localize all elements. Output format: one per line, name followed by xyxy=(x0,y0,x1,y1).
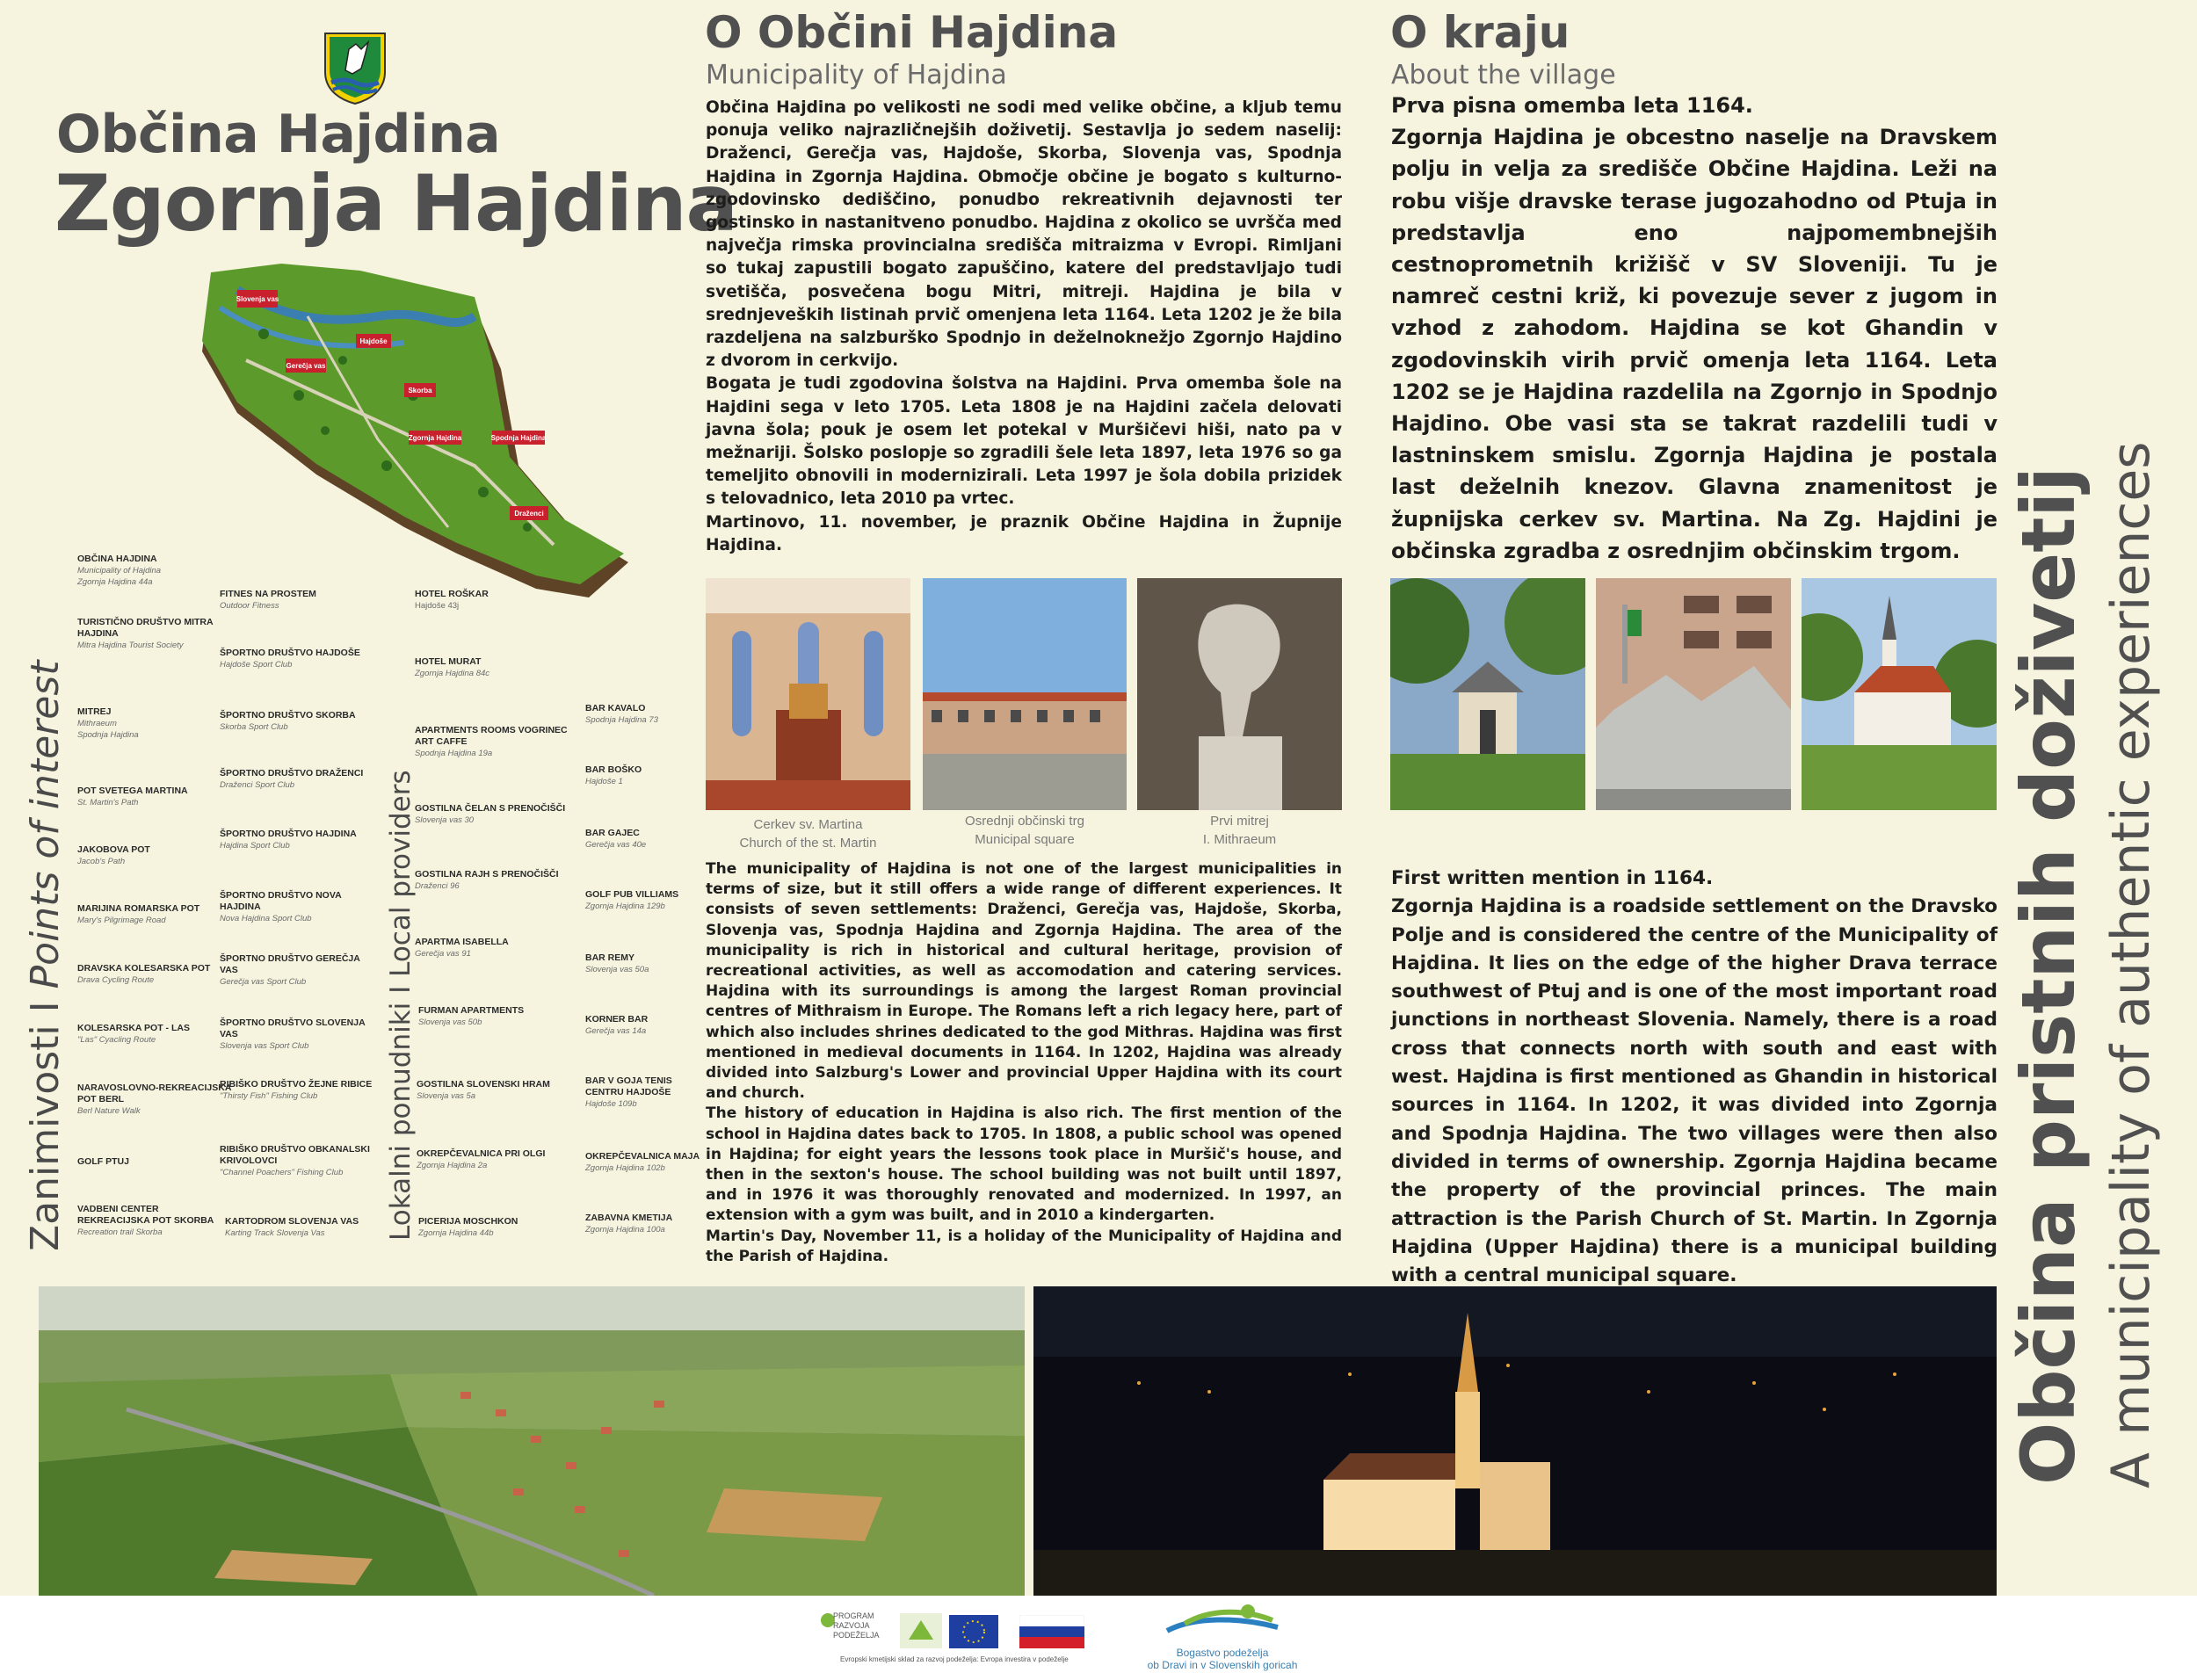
eu-fund-text: Evropski kmetijski sklad za razvoj podeželja: Evropa investira v podeželje xyxy=(840,1655,1069,1663)
poi-item: OBČINA HAJDINA Municipality of Hajdina Zgornja Hajdina 44a xyxy=(77,554,162,587)
poi-item: NARAVOSLOVNO-REKREACIJSKA POT BERL Berl Nature Walk xyxy=(77,1083,232,1116)
poi-item: BAR REMY Slovenja vas 50a xyxy=(585,952,649,974)
map-label: Zgornja Hajdina xyxy=(408,434,462,442)
poi-item: OKREPČEVALNICA PRI OLGI Zgornja Hajdina 2a xyxy=(417,1148,546,1170)
poi-item: BAR BOŠKO Hajdoše 1 xyxy=(585,764,642,786)
poi-item: BAR KAVALO Spodnja Hajdina 73 xyxy=(585,703,658,725)
footer-bar xyxy=(0,1596,2197,1680)
poi-item: KOLESARSKA POT - LAS "Las" Cyacling Route xyxy=(77,1023,190,1045)
slogan-main: Občina pristnih doživetij xyxy=(2005,467,2092,1485)
poi-item: FURMAN APARTMENTS Slovenja vas 50b xyxy=(418,1005,525,1027)
poi-item: BAR V GOJA TENIS CENTRU HAJDOŠE Hajdoše 109b xyxy=(585,1075,672,1109)
chapel-photo xyxy=(1390,578,1585,810)
poi-item: ŠPORTNO DRUŠTVO SKORBA Skorba Sport Club xyxy=(220,710,356,732)
slogan-sub: A municipality of authentic experiences xyxy=(2100,441,2162,1488)
poi-item: HOTEL MURAT Zgornja Hajdina 84c xyxy=(415,656,490,678)
poi-item: RIBIŠKO DRUŠTVO ŽEJNE RIBICE "Thirsty Fish" Fishing Club xyxy=(220,1079,373,1101)
section1-subtitle: Municipality of Hajdina xyxy=(706,60,1007,91)
caption-mithraeum: Prvi mitrej I. Mithraeum xyxy=(1202,814,1277,847)
map-label: Gerečja vas xyxy=(286,362,326,370)
poi-item: ZABAVNA KMETIJA Zgornja Hajdina 100a xyxy=(585,1213,673,1235)
section1-text-en: The municipality of Hajdina is not one of the largest municipalities in terms of size, but it still offers a wide range of different experiences. It consists of seven settlements: Draženci, Gerečja vas, Hajdoše, Skorba, Slovenja vas, Spodnja Hajdina and Zgornja Hajdina. The area of the municipality is rich in historical and cultural heritage, provision of recreational activities, as well as accomodation and catering services. Hajdina with its surroundings is among the largest Roman provincial centres of Mithraism in Europe. The Romans left a rich legacy here, part of which also includes shrines dedicated to the god Mithras. Hajdina was first mentioned in medieval documents in 1164. In 1202, Hajdina was already divided into Salzburg's Lower and provincial Upper Hajdina with its court and church. The history of education in Hajdina is also rich. The first mention of the school in Hajdina dates back to 1705. In 1808, a public school was opened in Hajdina; for eight years the lessons took place in Muršič's house, and then in the sexton's house. The school building was not built until 1897, and in 1976 it was thoroughly renovated and modernized. In 1997, an extension with a gym was built, and in 2010 a kindergarten. Martin's Day, November 11, is a holiday of the Municipality of Hajdina and the Parish of Hajdina. xyxy=(706,860,1342,1265)
local-providers-label: Lokalni ponudniki I Local providers xyxy=(385,770,417,1241)
church-interior-photo xyxy=(706,578,910,810)
poi-item: ŠPORTNO DRUŠTVO HAJDINA Hajdina Sport Club xyxy=(220,829,357,851)
caption-square: Osrednji občinski trg Municipal square xyxy=(965,814,1084,847)
poi-item: APARTMENTS ROOMS VOGRINEC ART CAFFE Spodnja Hajdina 19a xyxy=(415,725,568,758)
parish-church-photo xyxy=(1802,578,1997,810)
poi-item: PICERIJA MOSCHKON Zgornja Hajdina 44b xyxy=(418,1216,518,1238)
poi-item: POT SVETEGA MARTINA St. Martin's Path xyxy=(77,786,188,807)
slovenia-flag-icon xyxy=(1019,1615,1084,1648)
points-of-interest-label: Zanimivosti I Points of interest xyxy=(23,660,68,1251)
poi-item: APARTMA ISABELLA Gerečja vas 91 xyxy=(415,937,509,959)
aerial-village-photo xyxy=(39,1286,1025,1596)
poi-item: OKREPČEVALNICA MAJA Zgornja Hajdina 102b xyxy=(585,1151,700,1173)
poi-item: VADBENI CENTER REKREACIJSKA POT SKORBA Recreation trail Skorba xyxy=(77,1204,214,1237)
poi-item: GOSTILNA SLOVENSKI HRAM Slovenja vas 5a xyxy=(417,1079,550,1101)
poi-item: GOLF PTUJ xyxy=(77,1156,129,1167)
poi-item: RIBIŠKO DRUŠTVO OBKANALSKI KRIVOLOVCI "Channel Poachers" Fishing Club xyxy=(220,1144,370,1177)
poi-item: ŠPORTNO DRUŠTVO GEREČJA VAS Gerečja vas Sport Club xyxy=(220,953,360,987)
section2-title: O kraju xyxy=(1390,7,1570,58)
poi-item: TURISTIČNO DRUŠTVO MITRA HAJDINA Mitra Hajdina Tourist Society xyxy=(77,617,214,650)
municipal-square-photo xyxy=(923,578,1127,810)
eu-flag-icon xyxy=(949,1615,998,1648)
night-church-photo xyxy=(1033,1286,1997,1596)
poi-item: JAKOBOVA POT Jacob's Path xyxy=(77,844,150,866)
poi-item: FITNES NA PROSTEM Outdoor Fitness xyxy=(220,589,316,611)
poi-item: DRAVSKA KOLESARSKA POT Drava Cycling Route xyxy=(77,963,211,985)
municipality-map xyxy=(185,264,659,615)
poi-item: BAR GAJEC Gerečja vas 40e xyxy=(585,828,647,850)
poi-item: GOSTILNA ČELAN S PRENOČIŠČI Slovenja vas 30 xyxy=(415,803,566,825)
leader-logo xyxy=(900,1613,942,1648)
poi-item: MARIJINA ROMARSKA POT Mary's Pilgrimage Road xyxy=(77,903,200,925)
section1-text-sl: Občina Hajdina po velikosti ne sodi med velike občine, a kljub temu ponuja veliko najrazličnejših doživetij. Sestavlja jo sedem naselij: Draženci, Gerečja vas, Hajdoše, Skorba, Slovenja vas, Spodnja Hajdina in Zgornja Hajdina. Območje občine je bogato s kulturno-zgodovinsko dediščino, ponudbo rekreativnih dejavnosti ter gostinsko in nastanitveno ponudbo. Hajdina z okolico se uvršča med največja rimska provincialna središča mitraizma v Evropi. Rimljani so tukaj zapustili bogato zapuščino, katere del predstavljajo tudi svetišča, posvečena bogu Mitri, mitreji. Hajdina je bila v srednjeveških listinah prvič omenjena leta 1164. Leta 1202 je že bila razdeljena na salzburško Spodnjo in deželnoknežjo Zgornjo Hajdino z dvorom in cerkvijo. Bogata je tudi zgodovina šolstva na Hajdini. Prva omemba šole na Hajdini sega v leto 1705. Leta 1808 je na Hajdini začela delovati javna šola; pouk je osem let potekal v Muršičevi hiši, nato pa v mežnariji. Šolsko poslopje so zgradili šele leta 1897, leta 1976 so ga temeljito obnovili in modernizirali. Leta 1997 je šola dobila prizidek s telovadnico, leta 2010 pa vrtec. Martinovo, 11. november, je praznik Občine Hajdina in Župnije Hajdina. xyxy=(706,98,1342,554)
poi-item: GOSTILNA RAJH S PRENOČIŠČI Draženci 96 xyxy=(415,869,559,891)
map-label: Slovenja vas xyxy=(236,295,279,303)
section1-title: O Občini Hajdina xyxy=(705,7,1119,58)
title-obcina-hajdina: Občina Hajdina xyxy=(56,104,501,165)
bogastvo-text: Bogastvo podeželja ob Dravi in v Slovenskih goricah xyxy=(1147,1647,1298,1671)
section2-text-sl: Prva pisna omemba leta 1164. Zgornja Hajdina je obcestno naselje na Dravskem polju in velja za središče Občine Hajdina. Leži na robu višje dravske terase jugozahodno od Ptuja in predstavlja eno najpomembnejših cestnoprometnih križišč v SV Sloveniji. Tu je namreč cestni križ, ki povezuje sever z jugom in vzhod z zahodom. Hajdina se kot Ghandin v zgodovinskih virih prvič omenja leta 1164. Leta 1202 se je Hajdina razdelila na Zgornjo in Spodnjo Hajdino. Obe vasi sta se takrat razdelili tudi v lastninskem smislu. Zgornja Hajdina je postala last deželnih knezov. Glavna znamenitost je župnijska cerkev sv. Martina. Na Zg. Hajdini je občinska zgradba z osrednjim občinskim trgom. xyxy=(1391,93,1998,563)
title-zgornja-hajdina: Zgornja Hajdina xyxy=(54,158,737,249)
poi-item: ŠPORTNO DRUŠTVO SLOVENJA VAS Slovenja vas Sport Club xyxy=(220,1017,366,1051)
poi-item: ŠPORTNO DRUŠTVO NOVA HAJDINA Nova Hajdina Sport Club xyxy=(220,890,342,923)
section2-subtitle: About the village xyxy=(1391,60,1616,91)
poi-item: KORNER BAR Gerečja vas 14a xyxy=(585,1014,649,1036)
map-label: Hajdoše xyxy=(359,337,388,345)
poi-item: ŠPORTNO DRUŠTVO DRAŽENCI Draženci Sport Club xyxy=(220,768,364,790)
section2-text-en: First written mention in 1164. Zgornja Hajdina is a roadside settlement on the Dravsko Polje and is considered the centre of the Municipality of Hajdina. It lies on the edge of the higher Drava terrace southwest of Ptuj and is one of the most important road junctions in northeast Slovenia. Namely, there is a road cross that connects north with south and east with west. Hajdina is first mentioned as Ghandin in historical sources in 1164. In 1202, it was divided into Zgornja and Spodnja Hajdina. The two villages were then also divided in terms of ownership. Zgornja Hajdina became the property of the provincial princes. The main attraction is the Parish Church of St. Martin. In Zgornja Hajdina (Upper Hajdina) there is a municipal building with a central municipal square. xyxy=(1391,867,1998,1287)
map-label: Skorba xyxy=(408,387,432,395)
mithraeum-relief-photo xyxy=(1137,578,1342,810)
program-razvoja-logo: PROGRAM RAZVOJA PODEŽELJA xyxy=(819,1611,891,1654)
poi-item: GOLF PUB VILLIAMS Zgornja Hajdina 129b xyxy=(585,889,679,911)
poi-item: HOTEL ROŠKAR Hajdoše 43j xyxy=(415,589,489,611)
bogastvo-podezelja-logo xyxy=(1149,1601,1295,1645)
poi-item: KARTODROM SLOVENJA VAS Karting Track Slovenja Vas xyxy=(225,1216,359,1238)
municipal-building-photo xyxy=(1596,578,1791,810)
caption-church: Cerkev sv. Martina Church of the st. Martin xyxy=(739,817,877,851)
poi-item: MITREJ Mithraeum Spodnja Hajdina xyxy=(77,706,139,740)
map-label: Spodnja Hajdina xyxy=(490,434,547,442)
municipal-crest-logo xyxy=(323,30,388,105)
map-label: Draženci xyxy=(514,510,544,518)
poi-item: ŠPORTNO DRUŠTVO HAJDOŠE Hajdoše Sport Club xyxy=(220,648,360,670)
